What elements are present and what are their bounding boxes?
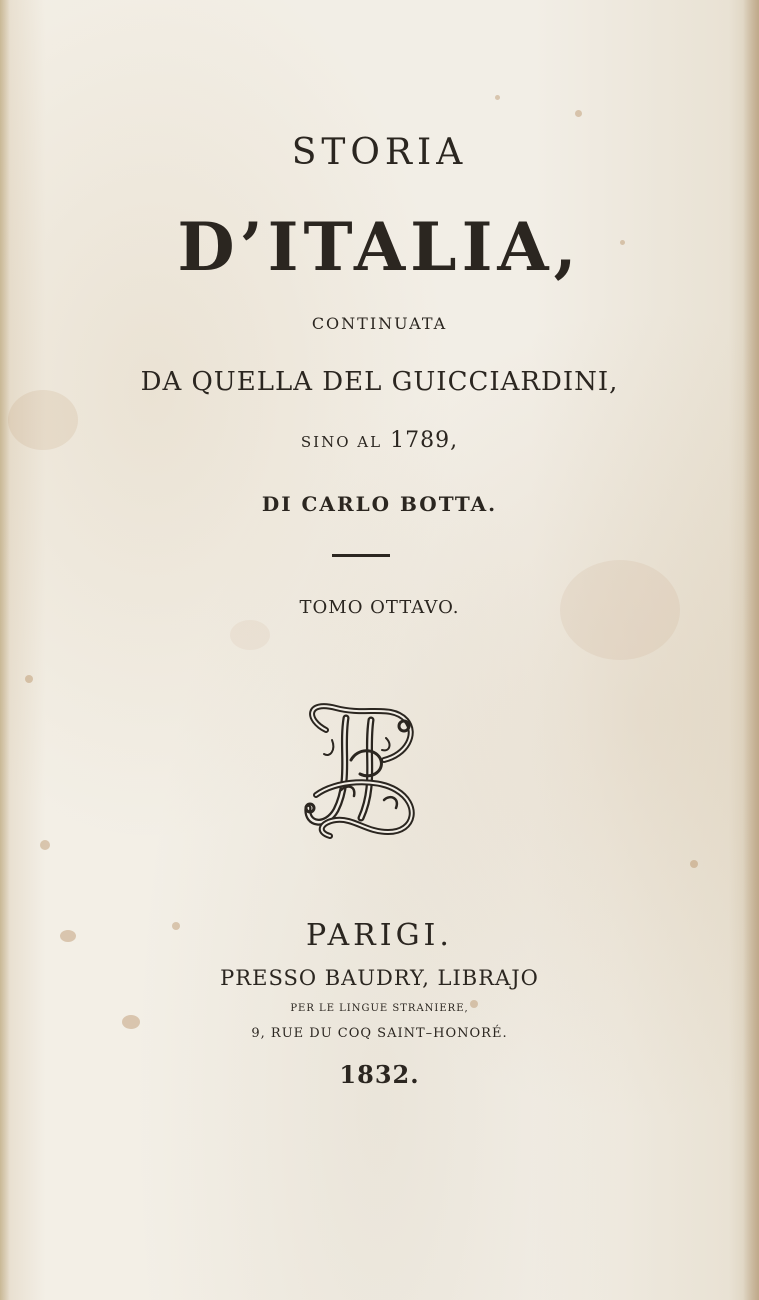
page-edge-right — [743, 0, 759, 1300]
subtitle-sino-prefix: SINO AL — [300, 433, 383, 451]
foxing-spot — [25, 675, 33, 683]
foxing-spot — [40, 840, 50, 850]
subtitle-sino-year: 1789, — [390, 428, 459, 453]
imprint-publisher: PRESSO BAUDRY, LIBRAJO — [220, 966, 539, 990]
subtitle-sino — [0, 428, 759, 453]
subtitle-continuata: CONTINUATA — [311, 314, 448, 333]
foxing-spot — [495, 95, 500, 100]
divider-rule — [332, 554, 390, 557]
foxing-spot — [690, 860, 698, 868]
publisher-monogram-icon — [296, 700, 426, 840]
subtitle-da-quella: DA QUELLA DEL GUICCIARDINI, — [140, 367, 619, 397]
page-edge-left — [0, 0, 10, 1300]
author-line: DI CARLO BOTTA. — [261, 492, 498, 516]
imprint-year: 1832. — [339, 1060, 420, 1089]
imprint-city: PARIGI. — [306, 918, 453, 953]
foxing-spot — [575, 110, 582, 117]
title-line-storia: STORIA — [291, 132, 468, 173]
imprint-address: 9, RUE DU COQ SAINT–HONORÉ. — [251, 1026, 508, 1041]
volume-line: TOMO OTTAVO. — [299, 597, 460, 618]
imprint-per-lingue: PER LE LINGUE STRANIERE, — [290, 1003, 469, 1014]
foxing-spot — [230, 620, 270, 650]
title-line-italia: D’ITALIA, — [177, 208, 582, 286]
